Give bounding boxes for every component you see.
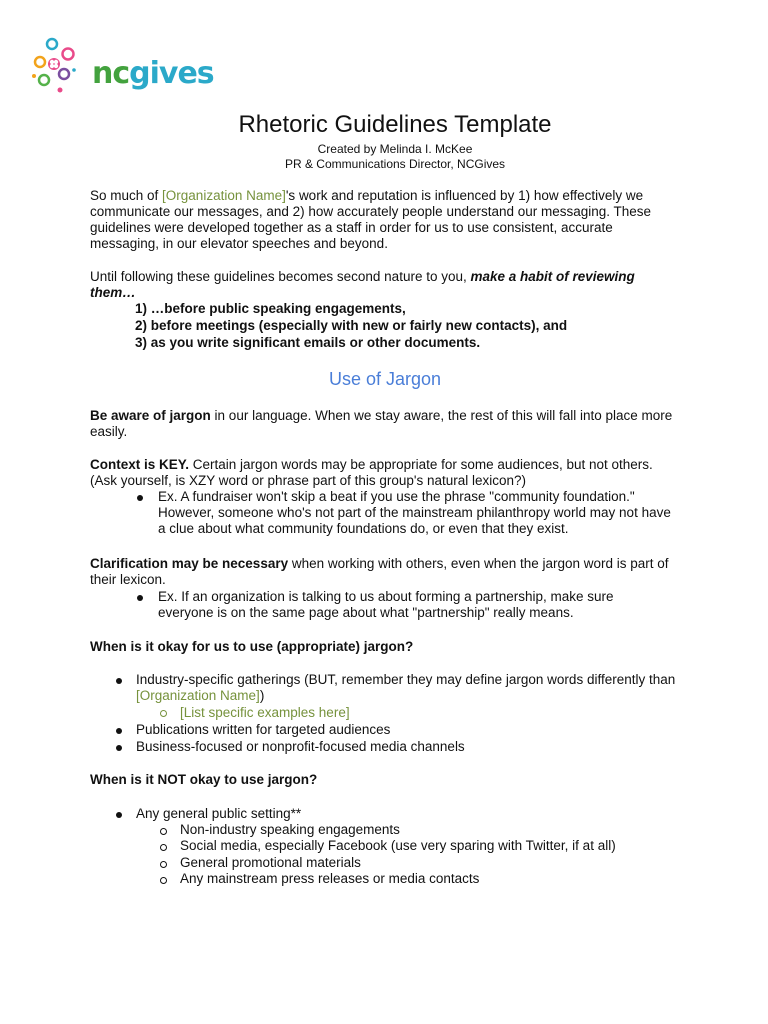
bullet-dot [137, 595, 143, 601]
habit-paragraph [90, 269, 680, 301]
sub-bullet-circle [160, 861, 167, 868]
not-okay-heading: When is it NOT okay to use jargon? [90, 772, 318, 787]
clarification-example: Ex. If an organization is talking to us about forming a partnership, make sure everyone is on the same page about what "partnership" really means. [158, 589, 614, 620]
not-okay-sub-4: Any mainstream press releases or media contacts [180, 871, 480, 886]
sub-bullet-circle [160, 828, 167, 835]
okay-item-1 [136, 672, 676, 704]
context-bold: Context is KEY. [90, 457, 190, 472]
okay-heading: When is it okay for us to use (appropriate) jargon? [90, 639, 414, 654]
habit-item-1: 1) …before public speaking engagements, [135, 301, 406, 316]
aware-rest: in our language. When we stay aware, the rest of this will fall into place more easily. [90, 408, 673, 439]
habit-emphasis: make a habit of reviewing them… [90, 269, 635, 300]
bullet-dot [116, 812, 122, 818]
sub-bullet-circle [160, 710, 167, 717]
org-name-placeholder-2: [Organization Name] [136, 688, 260, 703]
not-okay-sub-1: Non-industry speaking engagements [180, 822, 400, 837]
section-heading: Use of Jargon [328, 369, 442, 389]
bullet-dot [116, 678, 122, 684]
document-title: Rhetoric Guidelines Template [238, 111, 552, 138]
clarification-rest: when working with others, even when the jargon word is part of their lexicon. [90, 556, 669, 587]
okay-item-1-post: ) [259, 688, 265, 703]
bullet-dot [116, 745, 122, 751]
sub-bullet-circle [160, 877, 167, 884]
logo-nc: nc [92, 55, 130, 91]
logo-wordmark [92, 56, 214, 91]
okay-item-1-pre: Industry-specific gatherings (BUT, remember they may define jargon words differently than [136, 672, 676, 687]
context-rest: Certain jargon words may be appropriate for some audiences, but not others. (Ask yourself, is XZY word or phrase part of this group's natural lexicon?) [90, 457, 653, 488]
examples-placeholder: [List specific examples here] [180, 705, 350, 720]
not-okay-sub-3: General promotional materials [180, 855, 361, 870]
author-role: PR & Communications Director, NCGives [284, 157, 506, 171]
habit-item-2: 2) before meetings (especially with new or fairly new contacts), and [135, 318, 568, 333]
bullet-dot [116, 728, 122, 734]
intro-post: 's work and reputation is influenced by 1) how effectively we communicate our messages, and 2) how accurately people understand our messaging. These guidelines were developed together as a staff in order for us to use consistent, accurate messaging, in our elevator speeches and beyond. [90, 188, 652, 251]
clarification-paragraph [90, 556, 680, 588]
logo-gives: gives [129, 55, 214, 91]
aware-paragraph [90, 408, 680, 440]
clarification-bold: Clarification may be necessary [90, 556, 289, 571]
context-example: Ex. A fundraiser won't skip a beat if you use the phrase "community foundation." However, someone who's not part of the mainstream philanthropy world may not have a clue about what community foundations do, or even that they exist. [158, 489, 671, 536]
bullet-dot [137, 495, 143, 501]
not-okay-sub-2: Social media, especially Facebook (use very sparing with Twitter, if at all) [180, 838, 616, 853]
okay-item-2: Publications written for targeted audiences [136, 722, 391, 737]
org-name-placeholder: [Organization Name] [162, 188, 286, 203]
intro-pre: So much of [90, 188, 163, 203]
not-okay-item-1: Any general public setting** [136, 806, 302, 821]
sub-bullet-circle [160, 844, 167, 851]
habit-item-3: 3) as you write significant emails or other documents. [135, 335, 481, 350]
context-paragraph [90, 457, 680, 489]
okay-item-3: Business-focused or nonprofit-focused media channels [136, 739, 465, 754]
ncgives-logo [30, 34, 214, 98]
created-by: Created by Melinda I. McKee [317, 142, 473, 156]
aware-bold: Be aware of jargon [90, 408, 211, 423]
intro-paragraph [90, 188, 680, 252]
habit-pre: Until following these guidelines becomes second nature to you, [90, 269, 471, 284]
flower-logo-icon [30, 34, 90, 98]
